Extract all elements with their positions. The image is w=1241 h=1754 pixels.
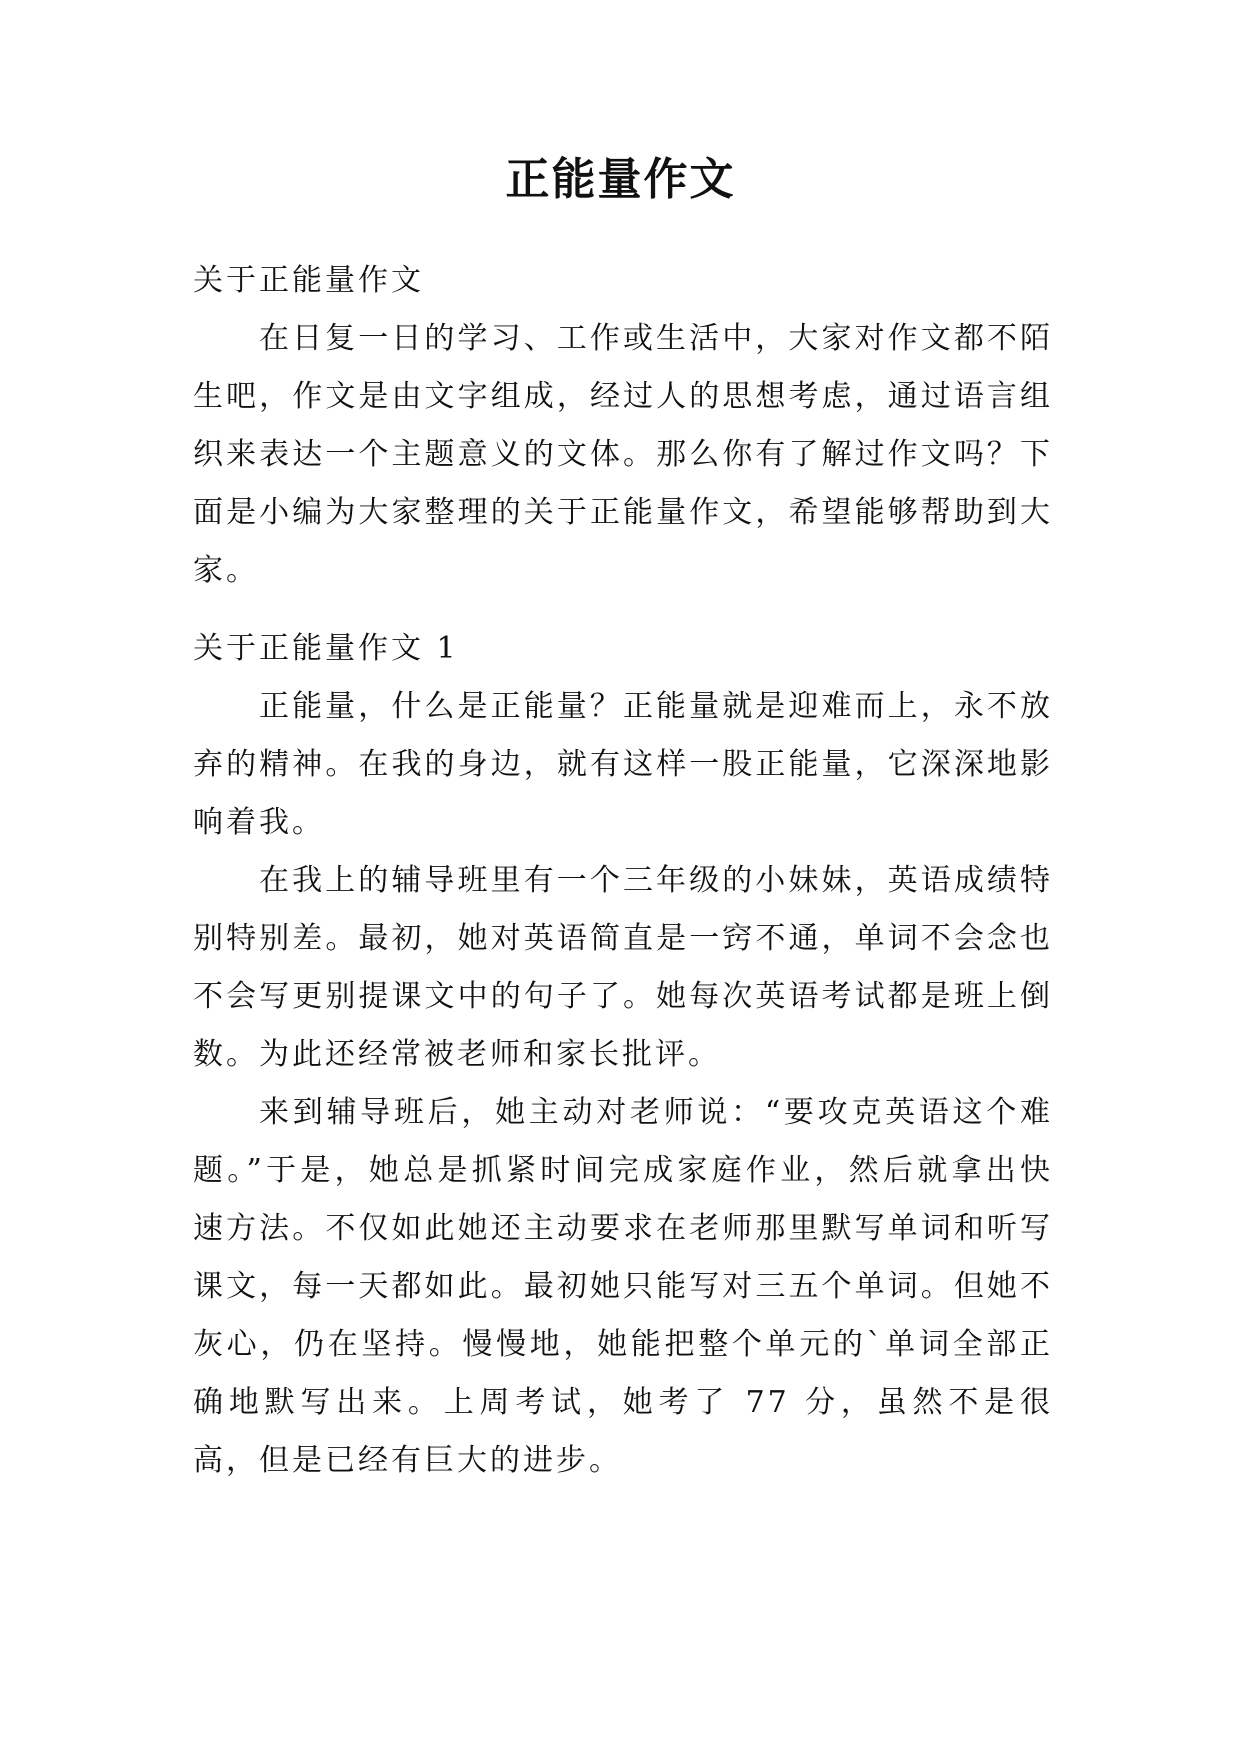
intro-heading: 关于正能量作文 <box>193 263 424 298</box>
section-1-paragraph-2: 在我上的辅导班里有一个三年级的小妹妹，英语成绩特别特别差。最初，她对英语简直是一窍不通，单词不会念也不会写更别提课文中的句子了。她每次英语考试都是班上倒数。为此还经常被老师和家长批评。 <box>193 863 1053 1072</box>
document-title: 正能量作文 <box>505 154 736 205</box>
section-1-paragraph-1: 正能量，什么是正能量？正能量就是迎难而上，永不放弃的精神。在我的身边，就有这样一股正能量，它深深地影响着我。 <box>193 689 1053 840</box>
section-1-heading: 关于正能量作文 1 <box>193 631 459 666</box>
section-1-paragraph-3: 来到辅导班后，她主动对老师说：“要攻克英语这个难题。”于是，她总是抓紧时间完成家庭作业，然后就拿出快速方法。不仅如此她还主动要求在老师那里默写单词和听写课文，每一天都如此。最初她只能写对三五个单词。但她不灰心，仍在坚持。慢慢地，她能把整个单元的`单词全部正确地默写出来。上周考试，她考了 77 分，虽然不是很高，但是已经有巨大的进步。 <box>193 1095 1053 1478</box>
intro-paragraph: 在日复一日的学习、工作或生活中，大家对作文都不陌生吧，作文是由文字组成，经过人的思想考虑，通过语言组织来表达一个主题意义的文体。那么你有了解过作文吗？下面是小编为大家整理的关于正能量作文，希望能够帮助到大家。 <box>193 321 1053 588</box>
